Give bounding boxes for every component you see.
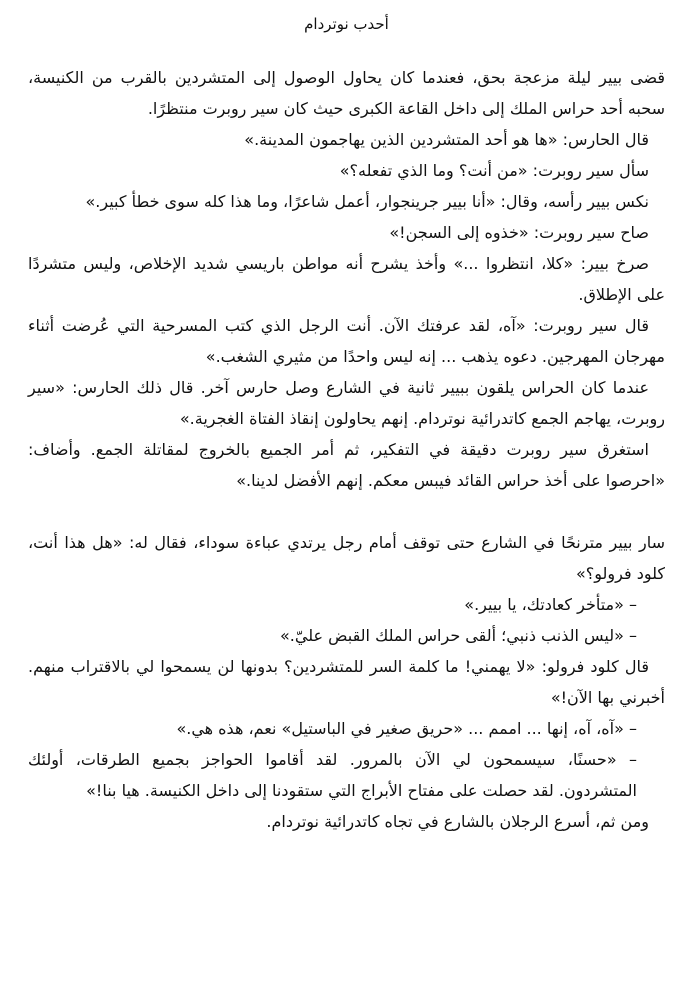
dialogue-line: – «متأخر كعادتك، يا بيير.» [464,595,637,614]
paragraph: قال كلود فرولو: «لا يهمني! ما كلمة السر للمتشردين؟ بدونها لن يسمحوا لي بالاقتراب منهم. أخبرني بها الآن!» [28,657,665,707]
paragraph: صاح سير روبرت: «خذوه إلى السجن!» [389,223,649,242]
paragraph: قضى بيير ليلة مزعجة بحق، فعندما كان يحاول الوصول إلى المتشردين بالقرب من الكنيسة، سحبه أحد حراس الملك إلى داخل القاعة الكبرى حيث كان سير روبرت منتظرًا. [28,68,665,118]
body-text [28,62,665,837]
page-title: أحدب نوتردام [304,15,389,33]
paragraph: سار بيير مترنحًا في الشارع حتى توقف أمام رجل يرتدي عباءة سوداء، فقال له: «هل هذا أنت، كلود فرولو؟» [28,533,665,583]
paragraph: عندما كان الحراس يلقون ببيير ثانية في الشارع وصل حارس آخر. قال ذلك الحارس: «سير روبرت، يهاجم الجمع كاتدرائية نوتردام. إنهم يحاولون إنقاذ الفتاة الغجرية.» [28,378,665,428]
paragraph: صرخ بيير: «كلا، انتظروا ...» وأخذ يشرح أنه مواطن باريسي شديد الإخلاص، وليس متشردًا على الإطلاق. [28,254,665,304]
paragraph: نكس بيير رأسه، وقال: «أنا بيير جرينجوار، أعمل شاعرًا، وما هذا كله سوى خطأ كبير.» [85,192,649,211]
paragraph: قال الحارس: «ها هو أحد المتشردين الذين يهاجمون المدينة.» [244,130,649,149]
dialogue-line: – «ليس الذنب ذنبي؛ ألقى حراس الملك القبض عليّ.» [280,626,637,645]
dialogue-line: – «حسنًا، سيسمحون لي الآن بالمرور. لقد أقاموا الحواجز بجميع الطرقات، أولئك المتشردون. لقد حصلت على مفتاح الأبراج التي ستقودنا إلى داخل الكنيسة. هيا بنا!» [28,750,637,800]
dialogue-line: – «آه، آه، إنها ... اممم ... «حريق صغير في الباستيل» نعم، هذه هي.» [176,719,637,738]
paragraph: سأل سير روبرت: «من أنت؟ وما الذي تفعله؟» [339,161,649,180]
paragraph: قال سير روبرت: «آه، لقد عرفتك الآن. أنت الرجل الذي كتب المسرحية التي عُرضت أثناء مهرجان المهرجين. دعوه يذهب ... إنه ليس واحدًا من مثيري الشغب.» [28,316,665,366]
paragraph: استغرق سير روبرت دقيقة في التفكير، ثم أمر الجميع بالخروج لمقاتلة الجمع. وأضاف: «احرصوا على أخذ حراس القائد فيبس معكم. إنهم الأفضل لدينا.» [28,440,665,490]
paragraph: ومن ثم، أسرع الرجلان بالشارع في تجاه كاتدرائية نوتردام. [266,812,649,831]
